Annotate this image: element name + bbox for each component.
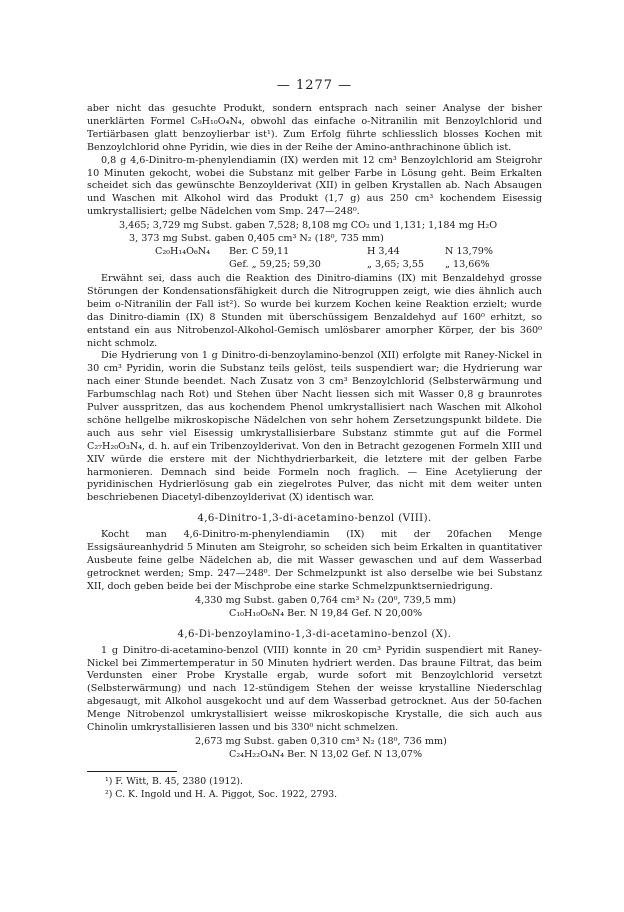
paragraph-6: 1 g Dinitro-di-acetamino-benzol (VIII) konnte in 20 cm³ Pyridin suspendiert mit Raney-Nickel bei Zimmertemperatur in 50 Minuten hydriert werden. Das braune Filtrat, das beim Verdunsten einer Probe Krystalle ergab, wurde sofort mit Benzoylchlorid versetzt (Selbsterwärmung) und nach 12-stündigem Stehen der weisse krystalline Niederschlag abgesaugt, mit Alkohol ausgekocht und auf dem Wasserbad getrocknet. Aus der 50-fachen Menge Nitrobenzol umkrystallisiert weisse mikroskopische Krystalle, die sich auch aus Chinolin umkrystallisieren lassen und bis 330⁰ nicht schmelzen. — [87, 644, 542, 734]
analysis-block-1 — [87, 220, 542, 272]
paragraph-2: 0,8 g 4,6-Dinitro-m-phenylendiamin (IX) werden mit 12 cm³ Benzoylchlorid am Steigrohr 10 Minuten gekocht, wobei die Substanz mit gelber Farbe in Lösung geht. Beim Erkalten scheidet sich das gewünschte Benzoylderivat (XII) in gelben Krystallen ab. Nach Absaugen und Waschen mit Alkohol wird das Produkt (1,7 g) aus 250 cm³ kochendem Eisessig umkrystallisiert; gelbe Nädelchen vom Smp. 247—248⁰. — [87, 154, 542, 218]
analysis-line: 4,330 mg Subst. gaben 0,764 cm³ N₂ (20⁰, 739,5 mm) — [195, 594, 456, 606]
ber-c: Ber. C 59,11 — [229, 245, 290, 257]
gef-h: „ 3,65; 3,55 — [367, 258, 425, 270]
footnote-1: ¹) F. Witt, B. 45, 2380 (1912). — [105, 775, 243, 787]
page-number: — 1277 — — [276, 78, 353, 93]
analysis-line: 2,673 mg Subst. gaben 0,310 cm³ N₂ (18⁰, 736 mm) — [195, 735, 447, 747]
analysis-line: C₂₄H₂₂O₄N₄ Ber. N 13,02 Gef. N 13,07% — [229, 748, 423, 760]
analysis-line: C₁₀H₁₀O₆N₄ Ber. N 19,84 Gef. N 20,00% — [229, 607, 423, 619]
analysis-line: 3, 373 mg Subst. gaben 0,405 cm³ N₂ (18⁰, 735 mm) — [129, 233, 384, 245]
analysis-gef-line — [87, 259, 542, 272]
analysis-line: 3,465; 3,729 mg Subst. gaben 7,528; 8,108 mg CO₂ und 1,131; 1,184 mg H₂O — [119, 220, 498, 232]
gef-n: „ 13,66% — [445, 258, 490, 270]
ber-h: H 3,44 — [367, 245, 400, 257]
analysis-ber-line — [87, 246, 542, 259]
analysis-block-2 — [87, 595, 542, 621]
section-heading-viii: 4,6-Dinitro-1,3-di-acetamino-benzol (VIII). — [197, 513, 432, 525]
footnote-rule — [87, 771, 177, 772]
paragraph-4: Die Hydrierung von 1 g Dinitro-di-benzoylamino-benzol (XII) erfolgte mit Raney-Nickel in 30 cm³ Pyridin, worin die Substanz teils gelöst, teils suspendiert war; die Hydrierung war nach einer Stunde beendet. Nach Zusatz von 3 cm³ Benzoylchlorid (Selbsterwärmung und Farbumschlag nach Rot) und Stehen über Nacht liessen sich mit Wasser 0,8 g braunrotes Pulver ausspritzen, das aus kochendem Phenol umkrystallisiert nach Waschen mit Alkohol schöne hellgelbe mikroskopische Nädelchen von sehr hohem Zersetzungspunkt bildete. Die auch aus sehr viel Eisessig umkrystallisierbare Substanz stimmte gut auf die Formel C₂₇H₂₀O₃N₄, d. h. auf ein Tribenzoylderivat. Von den in Betracht gezogenen Formeln XIII und XIV würde die erstere mit der Nichthydrierbarkeit, die letztere mit der gelben Farbe harmonieren. Demnach sind beide Formeln noch fraglich. — Eine Acetylierung der pyridinischen Hydrierlösung gab ein ziegelrotes Pulver, das nicht mit dem weiter unten beschriebenen Diacetyl-dibenzoylderivat (X) identisch war. — [87, 350, 542, 504]
paragraph-5: Kocht man 4,6-Dinitro-m-phenylendiamin (IX) mit der 20fachen Menge Essigsäureanhydrid 5 Minuten am Steigrohr, so scheiden sich beim Erkalten in quantitativer Ausbeute feine gelbe Nädelchen ab, die mit Wasser gewaschen und auf dem Wasserbad getrocknet werden; Smp. 247—248⁰. Der Schmelzpunkt ist also derselbe wie bei Substanz XII, doch geben beide bei der Mischprobe eine starke Schmelzpunktserniedrigung. — [87, 529, 542, 592]
page — [87, 78, 542, 801]
ber-n: N 13,79% — [445, 245, 494, 257]
formula: C₂₀H₁₄O₆N₄ — [155, 245, 211, 257]
gef-c: Gef. „ 59,25; 59,30 — [229, 258, 321, 270]
analysis-block-3 — [87, 736, 542, 762]
paragraph-1: aber nicht das gesuchte Produkt, sondern entsprach nach seiner Analyse der bisher unerklärten Formel C₉H₁₀O₄N₄, obwohl das einfache o-Nitranilin mit Benzoylchlorid und Tertiärbasen glatt benzoylierbar ist¹). Zum Erfolg führte schliesslich blosses Kochen mit Benzoylchlorid ohne Pyridin, wie dies in der Reihe der Amino-anthrachinone üblich ist. — [87, 103, 542, 153]
paragraph-3: Erwähnt sei, dass auch die Reaktion des Dinitro-diamins (IX) mit Benzaldehyd grosse Störungen der Kondensationsfähigkeit durch die Nitrogruppen zeigt, wie dies ähnlich auch beim o-Nitranilin der Fall ist²). So wurde bei kurzem Kochen keine Reaktion erzielt; wurde das Dinitro-diamin (IX) 8 Stunden mit überschüssigem Benzaldehyd auf 160⁰ erhitzt, so entstand ein aus Nitrobenzol-Alkohol-Gemisch umlösbarer amorpher Körper, der bis 360⁰ nicht schmolz. — [87, 272, 542, 349]
footnote-2: ²) C. K. Ingold und H. A. Piggot, Soc. 1922, 2793. — [105, 788, 338, 800]
section-heading-x: 4,6-Di-benzoylamino-1,3-di-acetamino-benzol (X). — [177, 628, 452, 640]
